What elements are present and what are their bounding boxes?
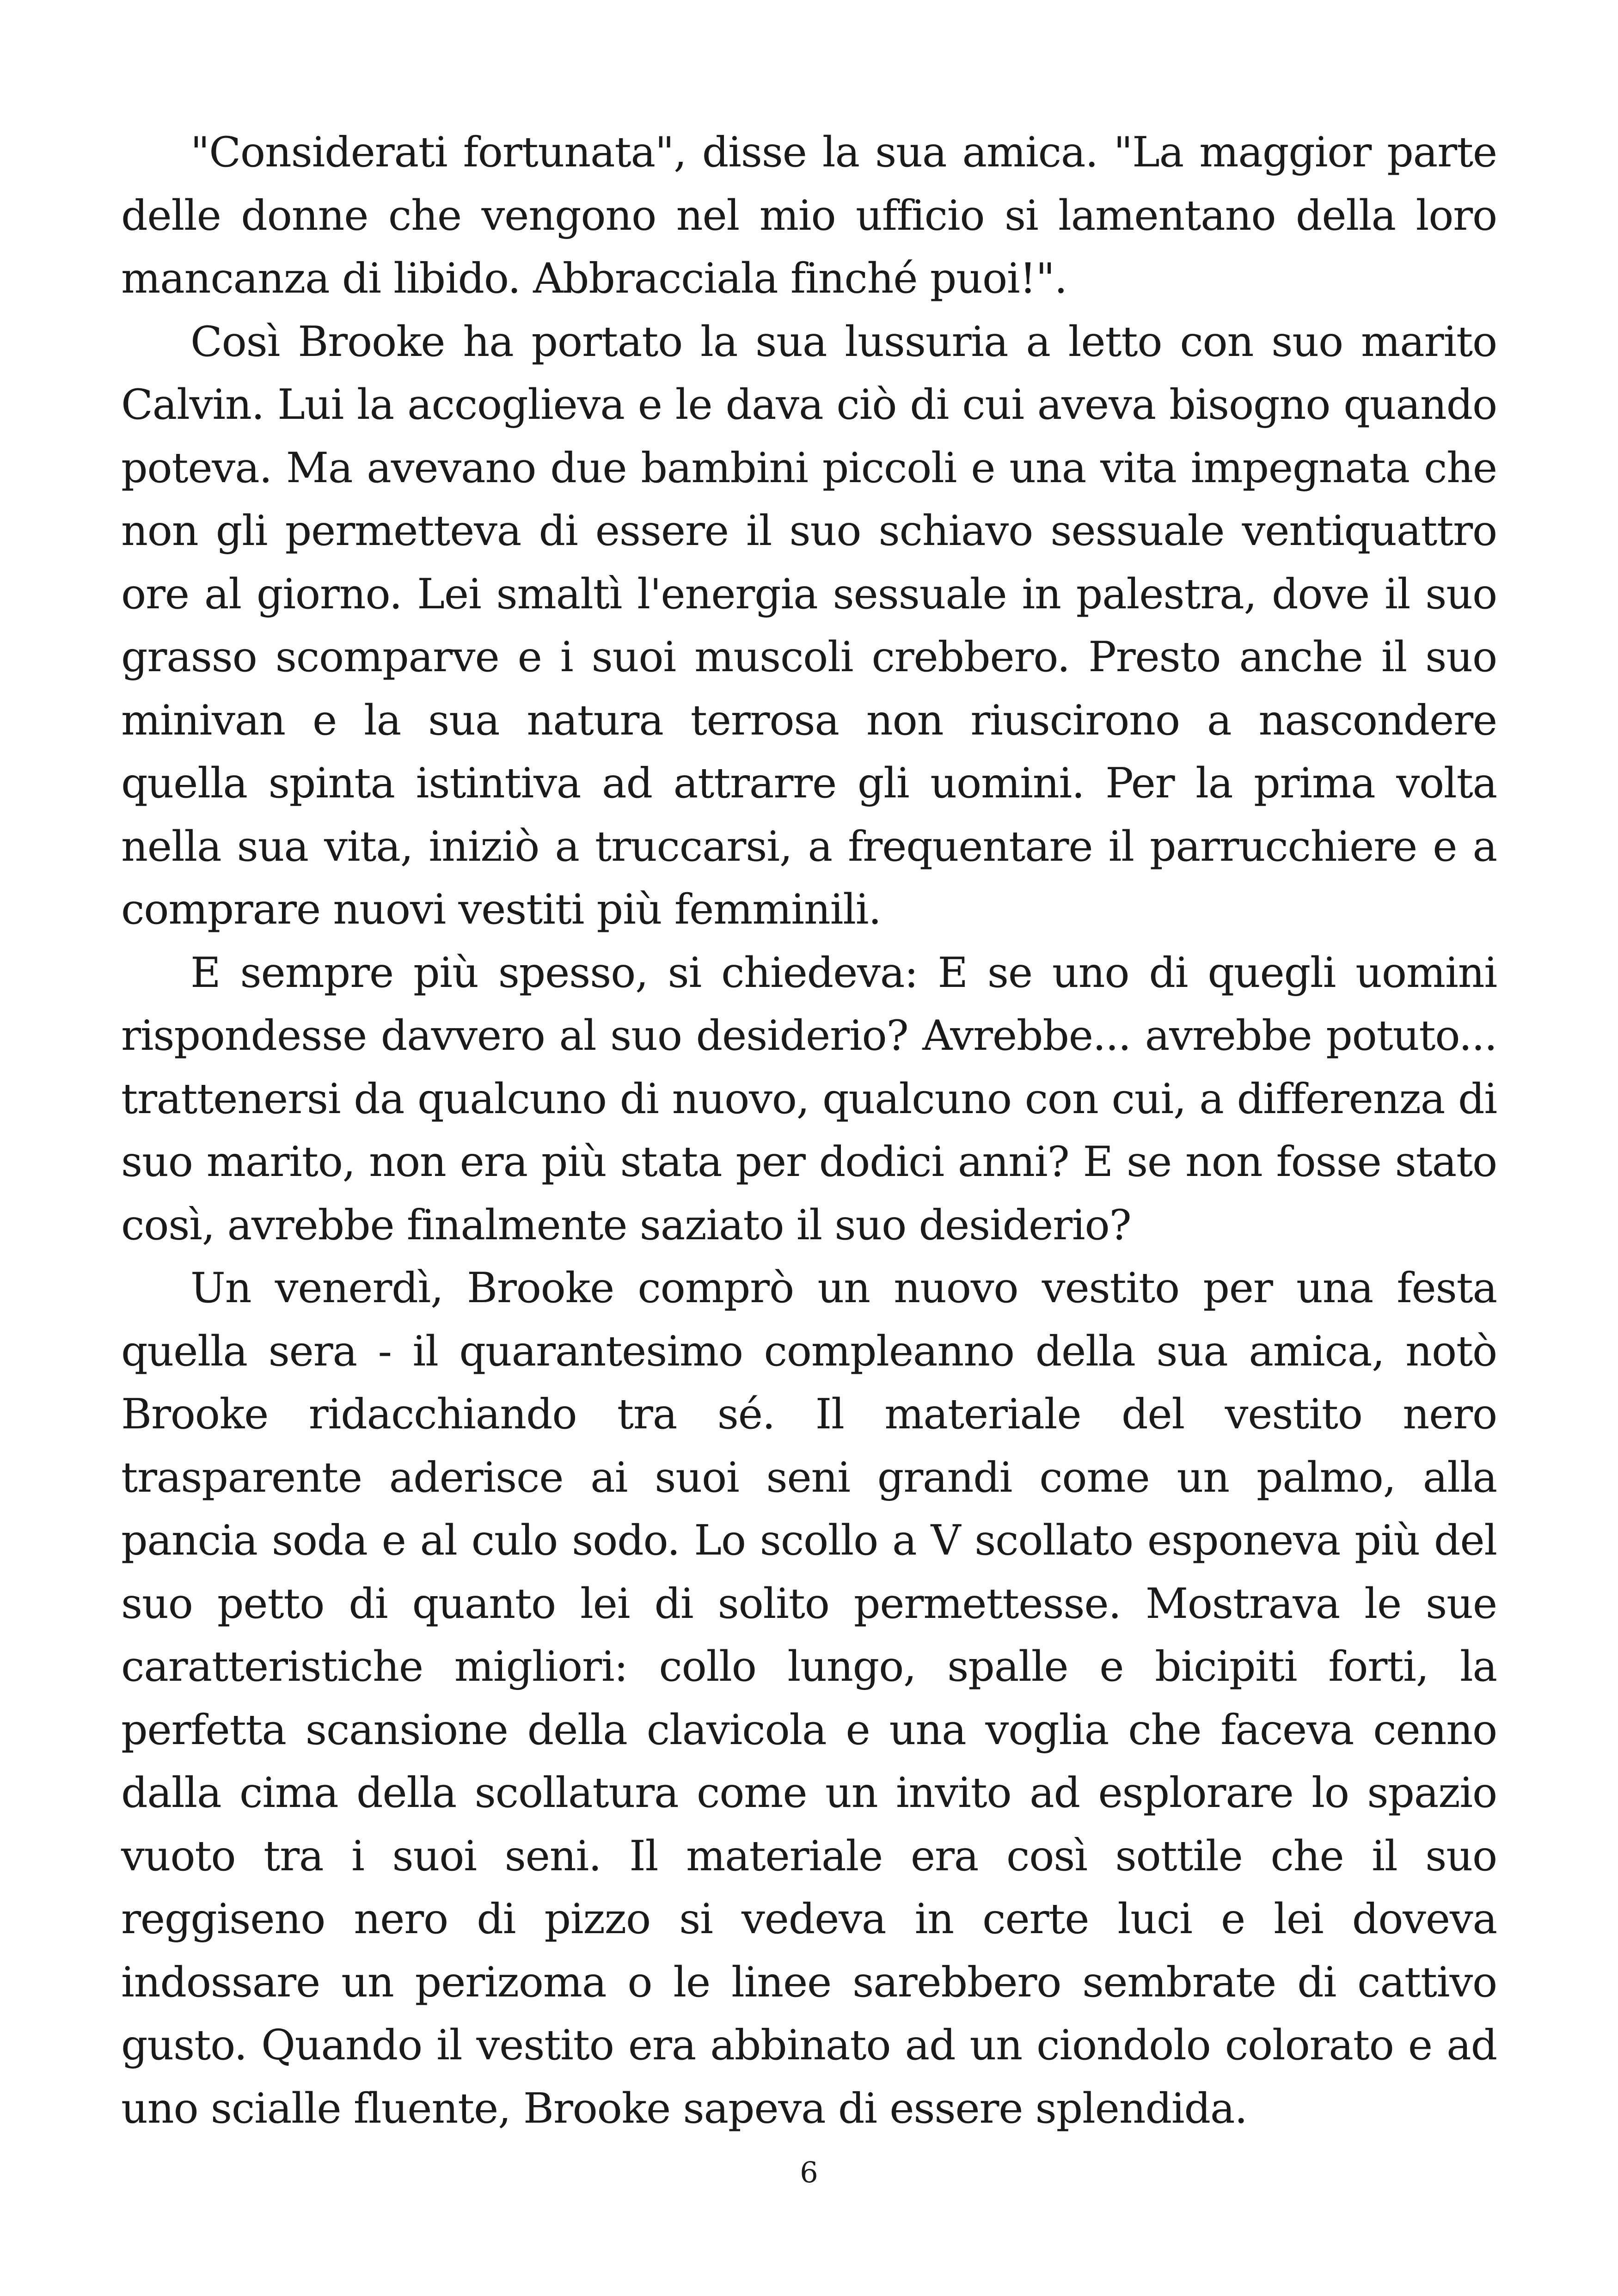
page-body	[121, 121, 1497, 2140]
paragraph: E sempre più spesso, si chiedeva: E se uno di quegli uomini rispondesse davvero al suo desiderio? Avrebbe... avrebbe potuto... trattenersi da qualcuno di nuovo, qualcuno con cui, a differenza di suo marito, non era più stata per dodici anni? E se non fosse stato così, avrebbe finalmente saziato il suo desiderio?	[121, 948, 1497, 1249]
paragraph: "Considerati fortunata", disse la sua amica. "La maggior parte delle donne che vengono nel mio ufficio si lamentano della loro mancanza di libido. Abbracciala finché puoi!".	[121, 128, 1497, 303]
paragraph: Così Brooke ha portato la sua lussuria a letto con suo marito Calvin. Lui la accoglieva e le dava ciò di cui aveva bisogno quando poteva. Ma avevano due bambini piccoli e una vita impegnata che non gli permetteva di essere il suo schiavo sessuale ventiquattro ore al giorno. Lei smaltì l'energia sessuale in palestra, dove il suo grasso scomparve e i suoi muscoli crebbero. Presto anche il suo minivan e la sua natura terrosa non riuscirono a nascondere quella spinta istintiva ad attrarre gli uomini. Per la prima volta nella sua vita, iniziò a truccarsi, a frequentare il parrucchiere e a comprare nuovi vestiti più femminili.	[121, 317, 1497, 934]
page-number: 6	[800, 2155, 818, 2189]
paragraph: Un venerdì, Brooke comprò un nuovo vestito per una festa quella sera - il quarantesimo compleanno della sua amica, notò Brooke ridacchiando tra sé. Il materiale del vestito nero trasparente aderisce ai suoi seni grandi come un palmo, alla pancia soda e al culo sodo. Lo scollo a V scollato esponeva più del suo petto di quanto lei di solito permettesse. Mostrava le sue caratteristiche migliori: collo lungo, spalle e bicipiti forti, la perfetta scansione della clavicola e una voglia che faceva cenno dalla cima della scollatura come un invito ad esplorare lo spazio vuoto tra i suoi seni. Il materiale era così sottile che il suo reggiseno nero di pizzo si vedeva in certe luci e lei doveva indossare un perizoma o le linee sarebbero sembrate di cattivo gusto. Quando il vestito era abbinato ad un ciondolo colorato e ad uno scialle fluente, Brooke sapeva di essere splendida.	[121, 1264, 1497, 2133]
